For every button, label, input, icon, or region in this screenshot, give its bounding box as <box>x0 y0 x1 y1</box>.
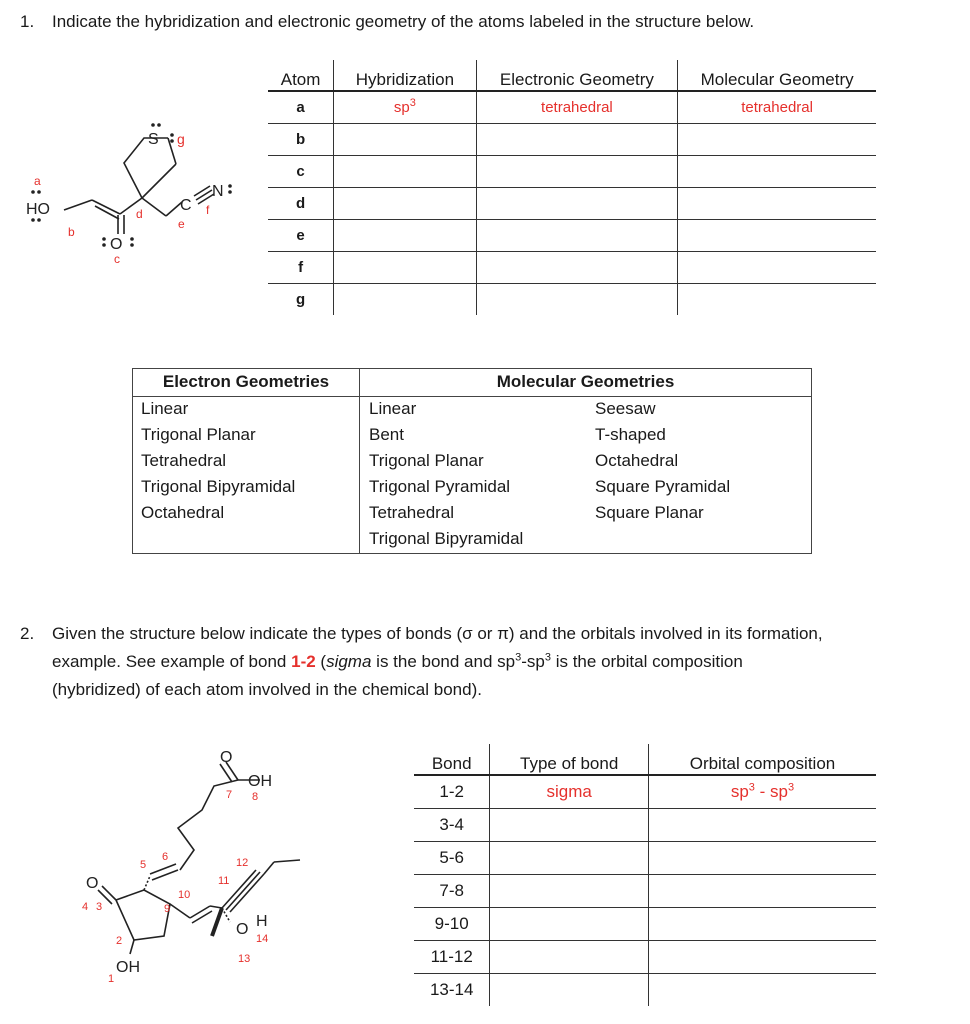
list-item: Seesaw <box>595 399 656 418</box>
table-row <box>268 156 876 188</box>
list-item: Linear <box>141 399 189 418</box>
list-item: Linear <box>369 399 417 418</box>
atom-cell: g <box>296 291 306 308</box>
list-item: Trigonal Bipyramidal <box>369 529 524 548</box>
hybridization-cell[interactable] <box>334 252 476 284</box>
hybridization-cell[interactable] <box>334 91 476 124</box>
question-2-text <box>52 620 957 704</box>
molecule-1-structure <box>20 100 250 280</box>
bond-table <box>414 744 876 1006</box>
atom-h-mid: H <box>256 913 268 930</box>
molecular-geometries-list-2 <box>595 396 730 526</box>
number-10: 10 <box>178 889 191 901</box>
molecular-geometry-cell[interactable] <box>678 156 876 188</box>
bond-cell: 5-6 <box>414 842 490 875</box>
label-b: b <box>68 225 75 239</box>
atom-cell: b <box>268 124 334 156</box>
number-13: 13 <box>238 953 251 965</box>
list-item: Trigonal Bipyramidal <box>141 477 296 496</box>
list-item: Octahedral <box>141 503 225 522</box>
column-divider <box>359 369 360 553</box>
hyb-base: sp <box>393 99 410 116</box>
orbital-a: sp <box>730 782 749 801</box>
atom-oh-bottom: OH <box>116 959 140 976</box>
bond-type-cell[interactable] <box>490 974 649 1007</box>
molecular-geometries-list-1 <box>369 396 523 552</box>
bond-cell: 3-4 <box>414 809 490 842</box>
text-span: example. See example of bond <box>52 652 292 671</box>
electron-geometries-list <box>141 396 295 526</box>
text-span: is the bond and sp <box>371 652 516 671</box>
hybridization-cell[interactable] <box>334 188 476 220</box>
orbital-sup-2: 3 <box>787 781 795 794</box>
orbital-cell[interactable] <box>648 875 876 908</box>
atom-o-left: O <box>86 875 99 892</box>
molecule-2-structure <box>60 740 320 990</box>
list-item: Trigonal Pyramidal <box>369 477 511 496</box>
atom-cell: c <box>268 156 334 188</box>
header-bond: Bond <box>414 744 490 775</box>
electronic-geometry-cell[interactable] <box>476 284 678 316</box>
header-orbital-composition: Orbital composition <box>648 744 876 775</box>
atom-label-c: C <box>180 197 192 214</box>
geometries-reference-table <box>132 368 812 554</box>
bond-type-cell[interactable] <box>490 809 649 842</box>
question-2-number: 2. <box>20 624 35 643</box>
electron-geometries-header: Electron Geometries <box>162 372 330 391</box>
table-row <box>268 252 876 284</box>
molecular-geometry-cell[interactable] <box>678 188 876 220</box>
list-item: Trigonal Planar <box>141 425 256 444</box>
table-row <box>414 875 876 908</box>
text-span: ( <box>315 652 327 671</box>
table-row <box>268 91 876 124</box>
molecular-geometry-cell[interactable] <box>678 284 876 316</box>
question-2-line-3: (hybridized) of each atom involved in the chemical bond). <box>52 680 482 699</box>
sup: 3 <box>515 651 522 664</box>
molecular-geometry-cell[interactable]: tetrahedral <box>678 91 876 124</box>
atom-oh-top: OH <box>248 773 272 790</box>
orbital-cell[interactable] <box>648 941 876 974</box>
table-row <box>414 908 876 941</box>
sup: 3 <box>544 651 551 664</box>
number-3: 3 <box>96 901 103 913</box>
molecular-geometry-cell[interactable] <box>678 220 876 252</box>
electronic-geometry-cell[interactable] <box>476 252 678 284</box>
table-row <box>268 220 876 252</box>
hybridization-cell[interactable] <box>334 220 476 252</box>
label-g: g <box>177 131 185 147</box>
table-row <box>414 941 876 974</box>
list-item: Trigonal Planar <box>369 451 484 470</box>
label-c: c <box>114 252 120 266</box>
atom-label-n: N <box>212 183 224 200</box>
number-2: 2 <box>116 935 123 947</box>
list-item: Octahedral <box>595 451 679 470</box>
atom-cell: f <box>268 252 334 284</box>
bond-type-cell[interactable]: sigma <box>490 775 649 809</box>
atom-o-top: O <box>220 749 233 766</box>
orbital-cell[interactable] <box>648 809 876 842</box>
atom-cell: a <box>268 91 334 124</box>
list-item: Tetrahedral <box>141 451 227 470</box>
atom-cell: d <box>268 188 334 220</box>
orbital-cell[interactable] <box>648 775 876 809</box>
text-span: is the orbital composition <box>550 652 743 671</box>
atom-o-mid: O <box>236 921 249 938</box>
question-1-text: Indicate the hybridization and electronic geometry of the atoms labeled in the structure below. <box>52 12 755 31</box>
electronic-geometry-cell[interactable] <box>476 188 678 220</box>
number-7: 7 <box>226 789 233 801</box>
header-molecular-geometry: Molecular Geometry <box>678 60 876 91</box>
text-span: -sp <box>521 652 545 671</box>
orbital-cell[interactable] <box>648 842 876 875</box>
question-2-line-1: Given the structure below indicate the types of bonds (σ or π) and the orbitals involved in its formation, <box>52 624 823 643</box>
hybridization-cell[interactable] <box>334 124 476 156</box>
label-d: d <box>136 207 143 221</box>
hybridization-cell[interactable] <box>334 156 476 188</box>
header-electronic-geometry: Electronic Geometry <box>476 60 678 91</box>
list-item: Tetrahedral <box>369 503 455 522</box>
question-1-number: 1. <box>20 12 35 31</box>
header-type-of-bond: Type of bond <box>490 744 649 775</box>
bond-cell: 9-10 <box>414 908 490 941</box>
header-atom: Atom <box>268 60 334 91</box>
atom-label-ho: HO <box>26 201 50 218</box>
bond-type-cell[interactable] <box>490 908 649 941</box>
label-e: e <box>178 217 185 231</box>
electronic-geometry-cell[interactable] <box>476 124 678 156</box>
bond-cell: 13-14 <box>429 980 474 999</box>
atom-cell: e <box>268 220 334 252</box>
electronic-geometry-cell[interactable] <box>476 156 678 188</box>
atom-label-o: O <box>110 236 123 253</box>
orbital-sep: - sp <box>754 782 788 801</box>
table-row <box>268 284 876 316</box>
hybridization-table <box>268 60 876 315</box>
label-a: a <box>34 174 41 188</box>
atom-label-s: S <box>148 131 159 148</box>
list-item: Bent <box>369 425 404 444</box>
table-row <box>414 842 876 875</box>
sigma-word: sigma <box>326 652 372 671</box>
number-5: 5 <box>140 859 147 871</box>
molecular-geometry-cell[interactable] <box>678 252 876 284</box>
hybridization-cell[interactable] <box>334 284 476 316</box>
number-4: 4 <box>82 901 89 913</box>
list-item: Square Pyramidal <box>595 477 731 496</box>
number-1: 1 <box>108 973 115 985</box>
bond-cell: 7-8 <box>414 875 490 908</box>
header-hybridization: Hybridization <box>334 60 476 91</box>
number-12: 12 <box>236 857 249 869</box>
molecular-geometry-cell[interactable] <box>678 124 876 156</box>
electronic-geometry-cell[interactable] <box>476 220 678 252</box>
bond-type-cell[interactable] <box>490 941 649 974</box>
table-row <box>268 124 876 156</box>
electronic-geometry-cell[interactable]: tetrahedral <box>476 91 678 124</box>
label-f: f <box>206 203 210 217</box>
bond-type-cell[interactable] <box>490 842 649 875</box>
number-6: 6 <box>162 851 169 863</box>
bond-cell: 11-12 <box>414 941 490 974</box>
number-9: 9 <box>164 903 171 915</box>
table-row <box>414 809 876 842</box>
table-row <box>414 775 876 809</box>
table-row <box>268 188 876 220</box>
list-item: T-shaped <box>595 425 666 444</box>
number-11: 11 <box>218 875 230 887</box>
number-8: 8 <box>252 791 259 803</box>
molecular-geometries-header: Molecular Geometries <box>496 372 675 391</box>
orbital-cell[interactable] <box>648 908 876 941</box>
number-14: 14 <box>256 933 269 945</box>
orbital-sup-1: 3 <box>748 781 755 794</box>
table-row <box>414 974 876 1007</box>
question-2-line-2 <box>52 648 957 676</box>
orbital-cell[interactable] <box>648 974 876 1007</box>
hyb-sup: 3 <box>409 97 416 109</box>
example-bond: 1-2 <box>291 652 316 671</box>
bond-cell: 1-2 <box>414 775 490 809</box>
bond-type-cell[interactable] <box>490 875 649 908</box>
list-item: Square Planar <box>595 503 704 522</box>
